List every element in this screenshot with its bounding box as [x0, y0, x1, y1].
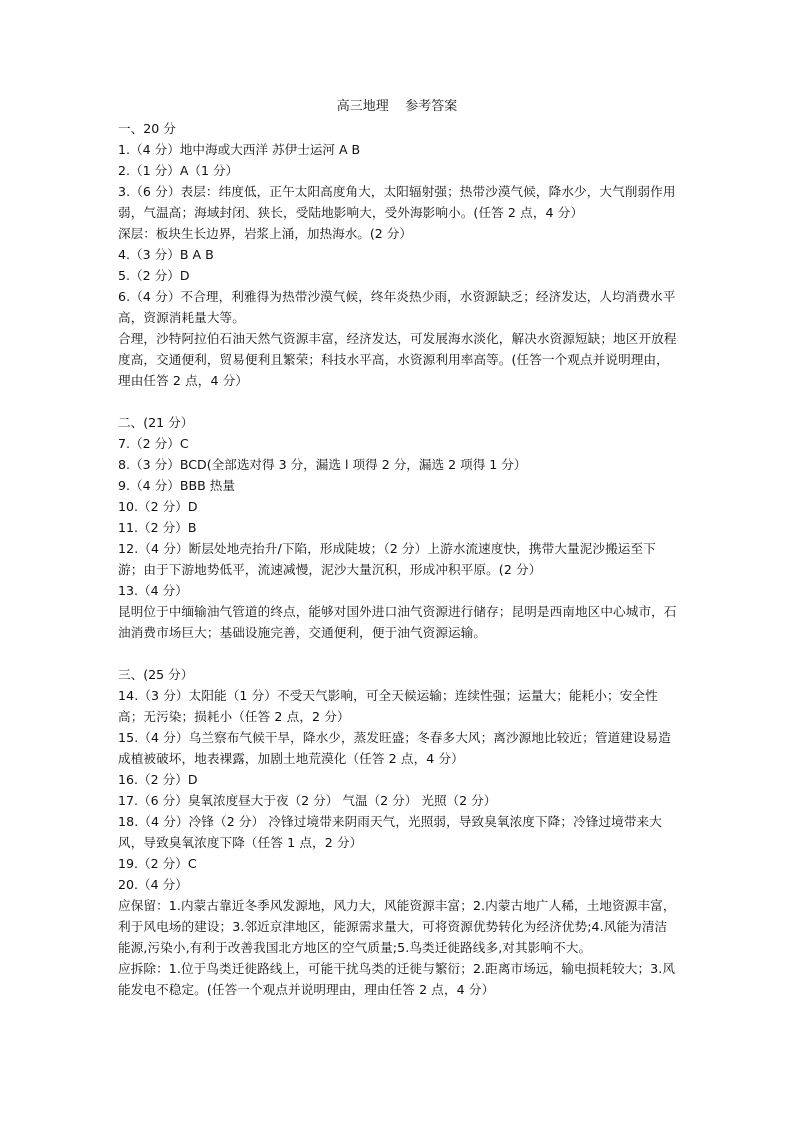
answer-item: 5.（2 分）D [118, 268, 190, 283]
answer-item: 18.（4 分）冷锋（2 分） 冷锋过境带来阴雨天气，光照弱，导致臭氧浓度下降；冷锋过境带来大风，导致臭氧浓度下降（任答 1 点，2 分） [118, 814, 662, 850]
answer-item: 1.（4 分）地中海或大西洋 苏伊士运河 A B [118, 142, 361, 157]
answer-item: 9.（4 分）BBB 热量 [118, 478, 235, 493]
section-header: 一、20 分 [118, 121, 176, 136]
answer-item: 19.（2 分）C [118, 856, 197, 871]
section-1 [118, 118, 678, 391]
answer-item: 2.（1 分）A（1 分） [118, 163, 239, 178]
answer-content [118, 118, 678, 1000]
answer-item: 14.（3 分）太阳能（1 分）不受天气影响，可全天候运输；连续性强；运量大；能耗小；安全性高；无污染；损耗小（任答 2 点，2 分） [118, 688, 658, 724]
section-header: 三、(25 分） [118, 667, 194, 682]
answer-item: 16.（2 分）D [118, 772, 198, 787]
answer-item: 11.（2 分）B [118, 520, 197, 535]
answer-item: 8.（3 分）BCD(全部选对得 3 分，漏选 l 项得 2 分，漏选 2 项得 1 分） [118, 457, 527, 472]
page-title: 高三地理 参考答案 [336, 99, 458, 114]
answer-item: 昆明位于中缅输油气管道的终点，能够对国外进口油气资源进行储存；昆明是西南地区中心城市，石油消费市场巨大；基础设施完善，交通便利，便于油气资源运输。 [118, 604, 677, 640]
answer-item: 6.（4 分）不合理，利雅得为热带沙漠气候，终年炎热少雨，水资源缺乏；经济发达，人均消费水平高，资源消耗量大等。 [118, 289, 676, 325]
answer-item: 20.（4 分） [118, 877, 188, 892]
answer-item: 7.（2 分）C [118, 436, 189, 451]
answer-item: 3.（6 分）表层：纬度低，正午太阳高度角大，太阳辐射强；热带沙漠气候，降水少，大气削弱作用弱，气温高；海域封闭、狭长，受陆地影响大，受外海影响小。(任答 2 点，4 分） [118, 184, 676, 220]
section-header: 二、(21 分） [118, 415, 194, 430]
answer-item: 4.（3 分）B A B [118, 247, 214, 262]
section-spacer [118, 643, 678, 664]
section-spacer [118, 391, 678, 412]
answer-item: 13.（4 分） [118, 583, 188, 598]
section-2 [118, 412, 678, 643]
answer-item: 应拆除：1.位于鸟类迁徙路线上，可能干扰鸟类的迁徙与繁衍；2.距离市场远，输电损耗较大；3.风能发电不稳定。(任答一个观点并说明理由，理由任答 2 点，4 分） [118, 961, 676, 997]
answer-item: 15.（4 分）乌兰察布气候干旱，降水少，蒸发旺盛；冬春多大风；离沙源地比较近；管道建设易造成植被破坏，地表裸露，加剧土地荒漠化（任答 2 点，4 分） [118, 730, 671, 766]
answer-item: 合理，沙特阿拉伯石油天然气资源丰富，经济发达，可发展海水淡化，解决水资源短缺；地区开放程度高，交通便利，贸易便利且繁荣；科技水平高，水资源利用率高等。(任答一个观点并说明理由，理由任答 2 点，4 分） [118, 331, 677, 388]
answer-item: 10.（2 分）D [118, 499, 198, 514]
answer-item: 深层：板块生长边界，岩浆上涌，加热海水。(2 分） [118, 226, 412, 241]
section-3 [118, 664, 678, 1000]
answer-item: 12.（4 分）断层处地壳抬升/下陷，形成陡坡；（2 分）上游水流速度快，携带大量泥沙搬运至下游；由于下游地势低平，流速减慢，泥沙大量沉积，形成冲积平原。(2 分） [118, 541, 656, 577]
answer-item: 应保留：1.内蒙古靠近冬季风发源地，风力大，风能资源丰富；2.内蒙古地广人稀，土地资源丰富，利于风电场的建设；3.邻近京津地区，能源需求量大，可将资源优势转化为经济优势;4.风能为清洁能源,污染小,有利于改善我国北方地区的空气质量;5.鸟类迁徙路线多,对其影响不大。 [118, 898, 676, 955]
answer-item: 17.（6 分）臭氧浓度昼大于夜（2 分） 气温（2 分） 光照（2 分） [118, 793, 497, 808]
